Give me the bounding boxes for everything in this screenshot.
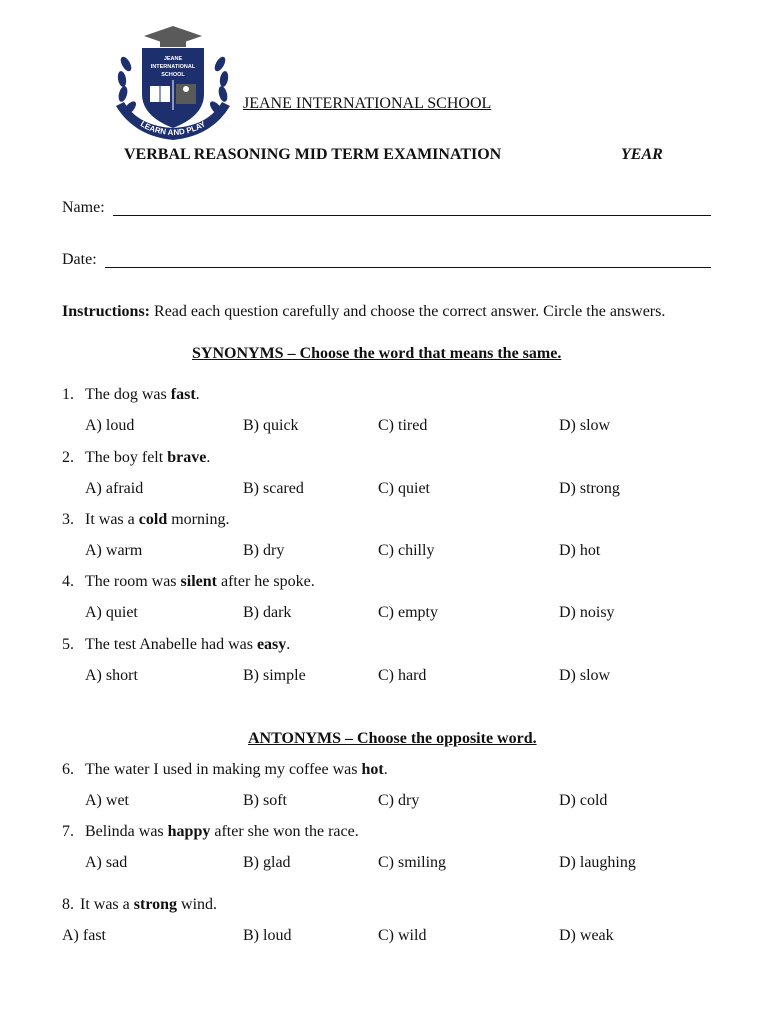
question-number: 2. bbox=[62, 449, 74, 466]
answer-option-a[interactable]: A) sad bbox=[85, 854, 128, 871]
school-name: JEANE INTERNATIONAL SCHOOL bbox=[243, 95, 492, 112]
question-text bbox=[85, 573, 315, 591]
logo-text-line2: INTERNATIONAL bbox=[150, 64, 196, 70]
instructions bbox=[62, 303, 665, 321]
answer-option-b[interactable]: B) glad bbox=[243, 854, 291, 871]
answer-option-c[interactable]: C) wild bbox=[378, 927, 427, 944]
answer-option-d[interactable]: D) noisy bbox=[559, 604, 615, 621]
question-text-post: after she won the race. bbox=[210, 823, 359, 840]
answer-option-a[interactable]: A) afraid bbox=[85, 480, 144, 497]
logo-motto: LEARN AND PLAY bbox=[138, 119, 208, 138]
question-text-post: morning. bbox=[167, 511, 230, 528]
answer-option-c[interactable]: C) chilly bbox=[378, 542, 435, 559]
instructions-label: Instructions: bbox=[62, 303, 151, 320]
question-number: 5. bbox=[62, 636, 74, 653]
question-text-pre: The test Anabelle had was bbox=[85, 636, 257, 653]
exam-title: VERBAL REASONING MID TERM EXAMINATION bbox=[124, 146, 502, 163]
question-text-pre: It was a bbox=[85, 511, 139, 528]
answer-option-d[interactable]: D) slow bbox=[559, 417, 611, 434]
question-text bbox=[85, 761, 388, 779]
answer-option-b[interactable]: B) quick bbox=[243, 417, 299, 434]
answer-option-d[interactable]: D) weak bbox=[559, 927, 614, 944]
question-number: 1. bbox=[62, 386, 74, 403]
answer-option-a[interactable]: A) warm bbox=[85, 542, 143, 559]
question-keyword: hot bbox=[361, 761, 384, 778]
question-number: 3. bbox=[62, 511, 74, 528]
school-crest-logo bbox=[112, 24, 234, 142]
answer-option-c[interactable]: C) empty bbox=[378, 604, 438, 621]
question-text bbox=[85, 511, 229, 529]
question-text bbox=[80, 896, 217, 914]
date-field-line[interactable] bbox=[105, 267, 711, 268]
question-text bbox=[85, 823, 359, 841]
question-text-post: wind. bbox=[177, 896, 218, 913]
question-keyword: easy bbox=[256, 636, 287, 653]
instructions-text: Read each question carefully and choose the correct answer. Circle the answers. bbox=[150, 303, 666, 320]
answer-option-a[interactable]: A) fast bbox=[62, 927, 106, 944]
answer-option-b[interactable]: B) dry bbox=[243, 542, 285, 559]
answer-option-b[interactable]: B) loud bbox=[243, 927, 292, 944]
answer-option-b[interactable]: B) dark bbox=[243, 604, 292, 621]
year-label: YEAR bbox=[621, 146, 663, 163]
question-number: 8. bbox=[62, 896, 74, 913]
antonyms-heading: ANTONYMS – Choose the opposite word. bbox=[248, 730, 537, 747]
question-number: 4. bbox=[62, 573, 74, 590]
answer-option-d[interactable]: D) laughing bbox=[559, 854, 636, 871]
synonyms-heading: SYNONYMS – Choose the word that means the same. bbox=[192, 345, 562, 362]
question-text-pre: Belinda was bbox=[85, 823, 168, 840]
answer-option-d[interactable]: D) hot bbox=[559, 542, 601, 559]
answer-option-b[interactable]: B) soft bbox=[243, 792, 287, 809]
question-text-pre: It was a bbox=[80, 896, 134, 913]
logo-text-line1: JEANE bbox=[163, 56, 183, 62]
question-text bbox=[85, 636, 290, 654]
answer-option-d[interactable]: D) strong bbox=[559, 480, 620, 497]
answer-option-c[interactable]: C) hard bbox=[378, 667, 427, 684]
question-keyword: fast bbox=[170, 386, 196, 403]
question-text-pre: The boy felt bbox=[85, 449, 168, 466]
name-label: Name: bbox=[62, 199, 105, 216]
question-keyword: strong bbox=[133, 896, 178, 913]
name-field-line[interactable] bbox=[113, 215, 711, 216]
question-text bbox=[85, 386, 200, 404]
answer-option-a[interactable]: A) loud bbox=[85, 417, 135, 434]
question-text-post: . bbox=[195, 386, 200, 403]
question-text-post: . bbox=[286, 636, 291, 653]
question-keyword: silent bbox=[180, 573, 217, 590]
question-text-post: . bbox=[383, 761, 388, 778]
question-number: 6. bbox=[62, 761, 74, 778]
answer-option-c[interactable]: C) dry bbox=[378, 792, 420, 809]
answer-option-d[interactable]: D) cold bbox=[559, 792, 608, 809]
answer-option-b[interactable]: B) simple bbox=[243, 667, 306, 684]
question-text-post: after he spoke. bbox=[216, 573, 315, 590]
question-keyword: happy bbox=[167, 823, 211, 840]
answer-option-c[interactable]: C) smiling bbox=[378, 854, 447, 871]
answer-option-c[interactable]: C) tired bbox=[378, 417, 428, 434]
question-keyword: brave bbox=[167, 449, 207, 466]
question-text-pre: The water I used in making my coffee was bbox=[85, 761, 362, 778]
answer-option-a[interactable]: A) wet bbox=[85, 792, 129, 809]
question-text bbox=[85, 449, 210, 467]
logo-text-line3: SCHOOL bbox=[161, 72, 185, 78]
answer-option-b[interactable]: B) scared bbox=[243, 480, 304, 497]
question-number: 7. bbox=[62, 823, 74, 840]
question-text-pre: The room was bbox=[85, 573, 181, 590]
question-keyword: cold bbox=[138, 511, 168, 528]
answer-option-a[interactable]: A) quiet bbox=[85, 604, 138, 621]
question-text-pre: The dog was bbox=[85, 386, 171, 403]
answer-option-a[interactable]: A) short bbox=[85, 667, 138, 684]
answer-option-d[interactable]: D) slow bbox=[559, 667, 611, 684]
question-text-post: . bbox=[206, 449, 211, 466]
date-label: Date: bbox=[62, 251, 97, 268]
answer-option-c[interactable]: C) quiet bbox=[378, 480, 430, 497]
